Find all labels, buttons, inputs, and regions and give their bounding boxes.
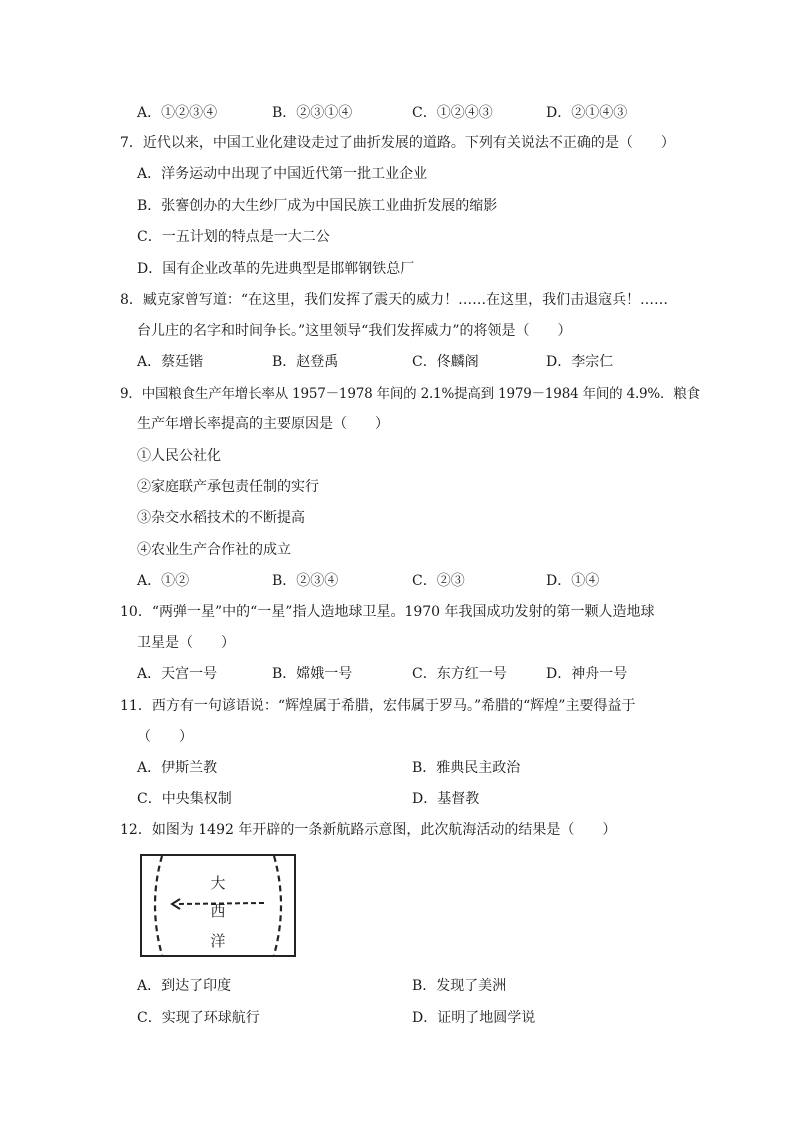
q10-option-a: A．天宫一号 [137, 666, 218, 682]
q7-stem: 7．近代以来，中国工业化建设走过了曲折发展的道路。下列有关说法不正确的是（ ） [120, 135, 675, 151]
q6-option-c: C．①②④③ [412, 105, 493, 121]
map-label-yang: 洋 [210, 932, 226, 950]
q11-option-b: B．雅典民主政治 [412, 760, 521, 776]
q6-option-a: A．①②③④ [137, 105, 218, 121]
q10-stem-line1: 10．“两弹一星”中的“一星”指人造地球卫星。1970 年我国成功发射的第一颗人造地球 [120, 604, 655, 620]
q8-stem-line1: 8．臧克家曾写道：“在这里，我们发挥了震天的威力！……在这里，我们击退寇兵！…… [120, 292, 669, 308]
q10-option-c: C．东方红一号 [412, 666, 507, 682]
q11-option-d: D．基督教 [412, 791, 480, 807]
new-sea-route-map [140, 854, 296, 957]
q9-option-d: D．①④ [546, 573, 600, 589]
q8-option-b: B．赵登禹 [272, 354, 339, 370]
q9-item-1: ①人民公社化 [137, 448, 221, 464]
q7-option-c: C．一五计划的特点是一大二公 [137, 229, 330, 245]
q9-option-c: C．②③ [412, 573, 465, 589]
q9-stem-line2: 生产年增长率提高的主要原因是（ ） [137, 416, 389, 432]
map-label-xi: 西 [210, 902, 226, 920]
q9-item-4: ④农业生产合作社的成立 [137, 542, 291, 558]
q6-option-b: B．②③①④ [272, 105, 353, 121]
q12-option-d: D．证明了地圆学说 [412, 1010, 536, 1026]
q11-stem-line1: 11．西方有一句谚语说：“辉煌属于希腊，宏伟属于罗马。”希腊的“辉煌”主要得益于 [120, 698, 636, 714]
q8-stem-line2: 台儿庄的名字和时间争长。”这里领导“我们发挥威力”的将领是（ ） [137, 323, 572, 339]
q8-option-a: A．蔡廷锴 [137, 354, 204, 370]
q11-option-a: A．伊斯兰教 [137, 760, 218, 776]
q10-option-d: D．神舟一号 [546, 666, 628, 682]
q9-option-a: A．①② [137, 573, 190, 589]
q9-option-b: B．②③④ [272, 573, 339, 589]
q9-item-3: ③杂交水稻技术的不断提高 [137, 510, 305, 526]
q12-option-b: B．发现了美洲 [412, 978, 507, 994]
q10-option-b: B．嫦娥一号 [272, 666, 353, 682]
q9-stem-line1: 9．中国粮食生产年增长率从 1957－1978 年间的 2.1%提高到 1979－1984 年间的 4.9%．粮食 [120, 386, 700, 402]
q8-option-d: D．李宗仁 [546, 354, 614, 370]
q7-option-a: A．洋务运动中出现了中国近代第一批工业企业 [137, 166, 428, 182]
q7-option-b: B．张謇创办的大生纱厂成为中国民族工业曲折发展的缩影 [137, 198, 498, 214]
q10-stem-line2: 卫星是（ ） [137, 635, 235, 651]
q6-option-d: D．②①④③ [546, 105, 628, 121]
q7-option-d: D．国有企业改革的先进典型是邯郸钢铁总厂 [137, 261, 415, 277]
q9-item-2: ②家庭联产承包责任制的实行 [137, 479, 319, 495]
q11-option-c: C．中央集权制 [137, 791, 232, 807]
q12-option-c: C．实现了环球航行 [137, 1010, 260, 1026]
q12-option-a: A．到达了印度 [137, 978, 232, 994]
map-label-da: 大 [210, 874, 226, 892]
q12-stem: 12．如图为 1492 年开辟的一条新航路示意图，此次航海活动的结果是（ ） [120, 822, 617, 838]
q8-option-c: C．佟麟阁 [412, 354, 479, 370]
q11-stem-line2: （ ） [137, 729, 193, 745]
